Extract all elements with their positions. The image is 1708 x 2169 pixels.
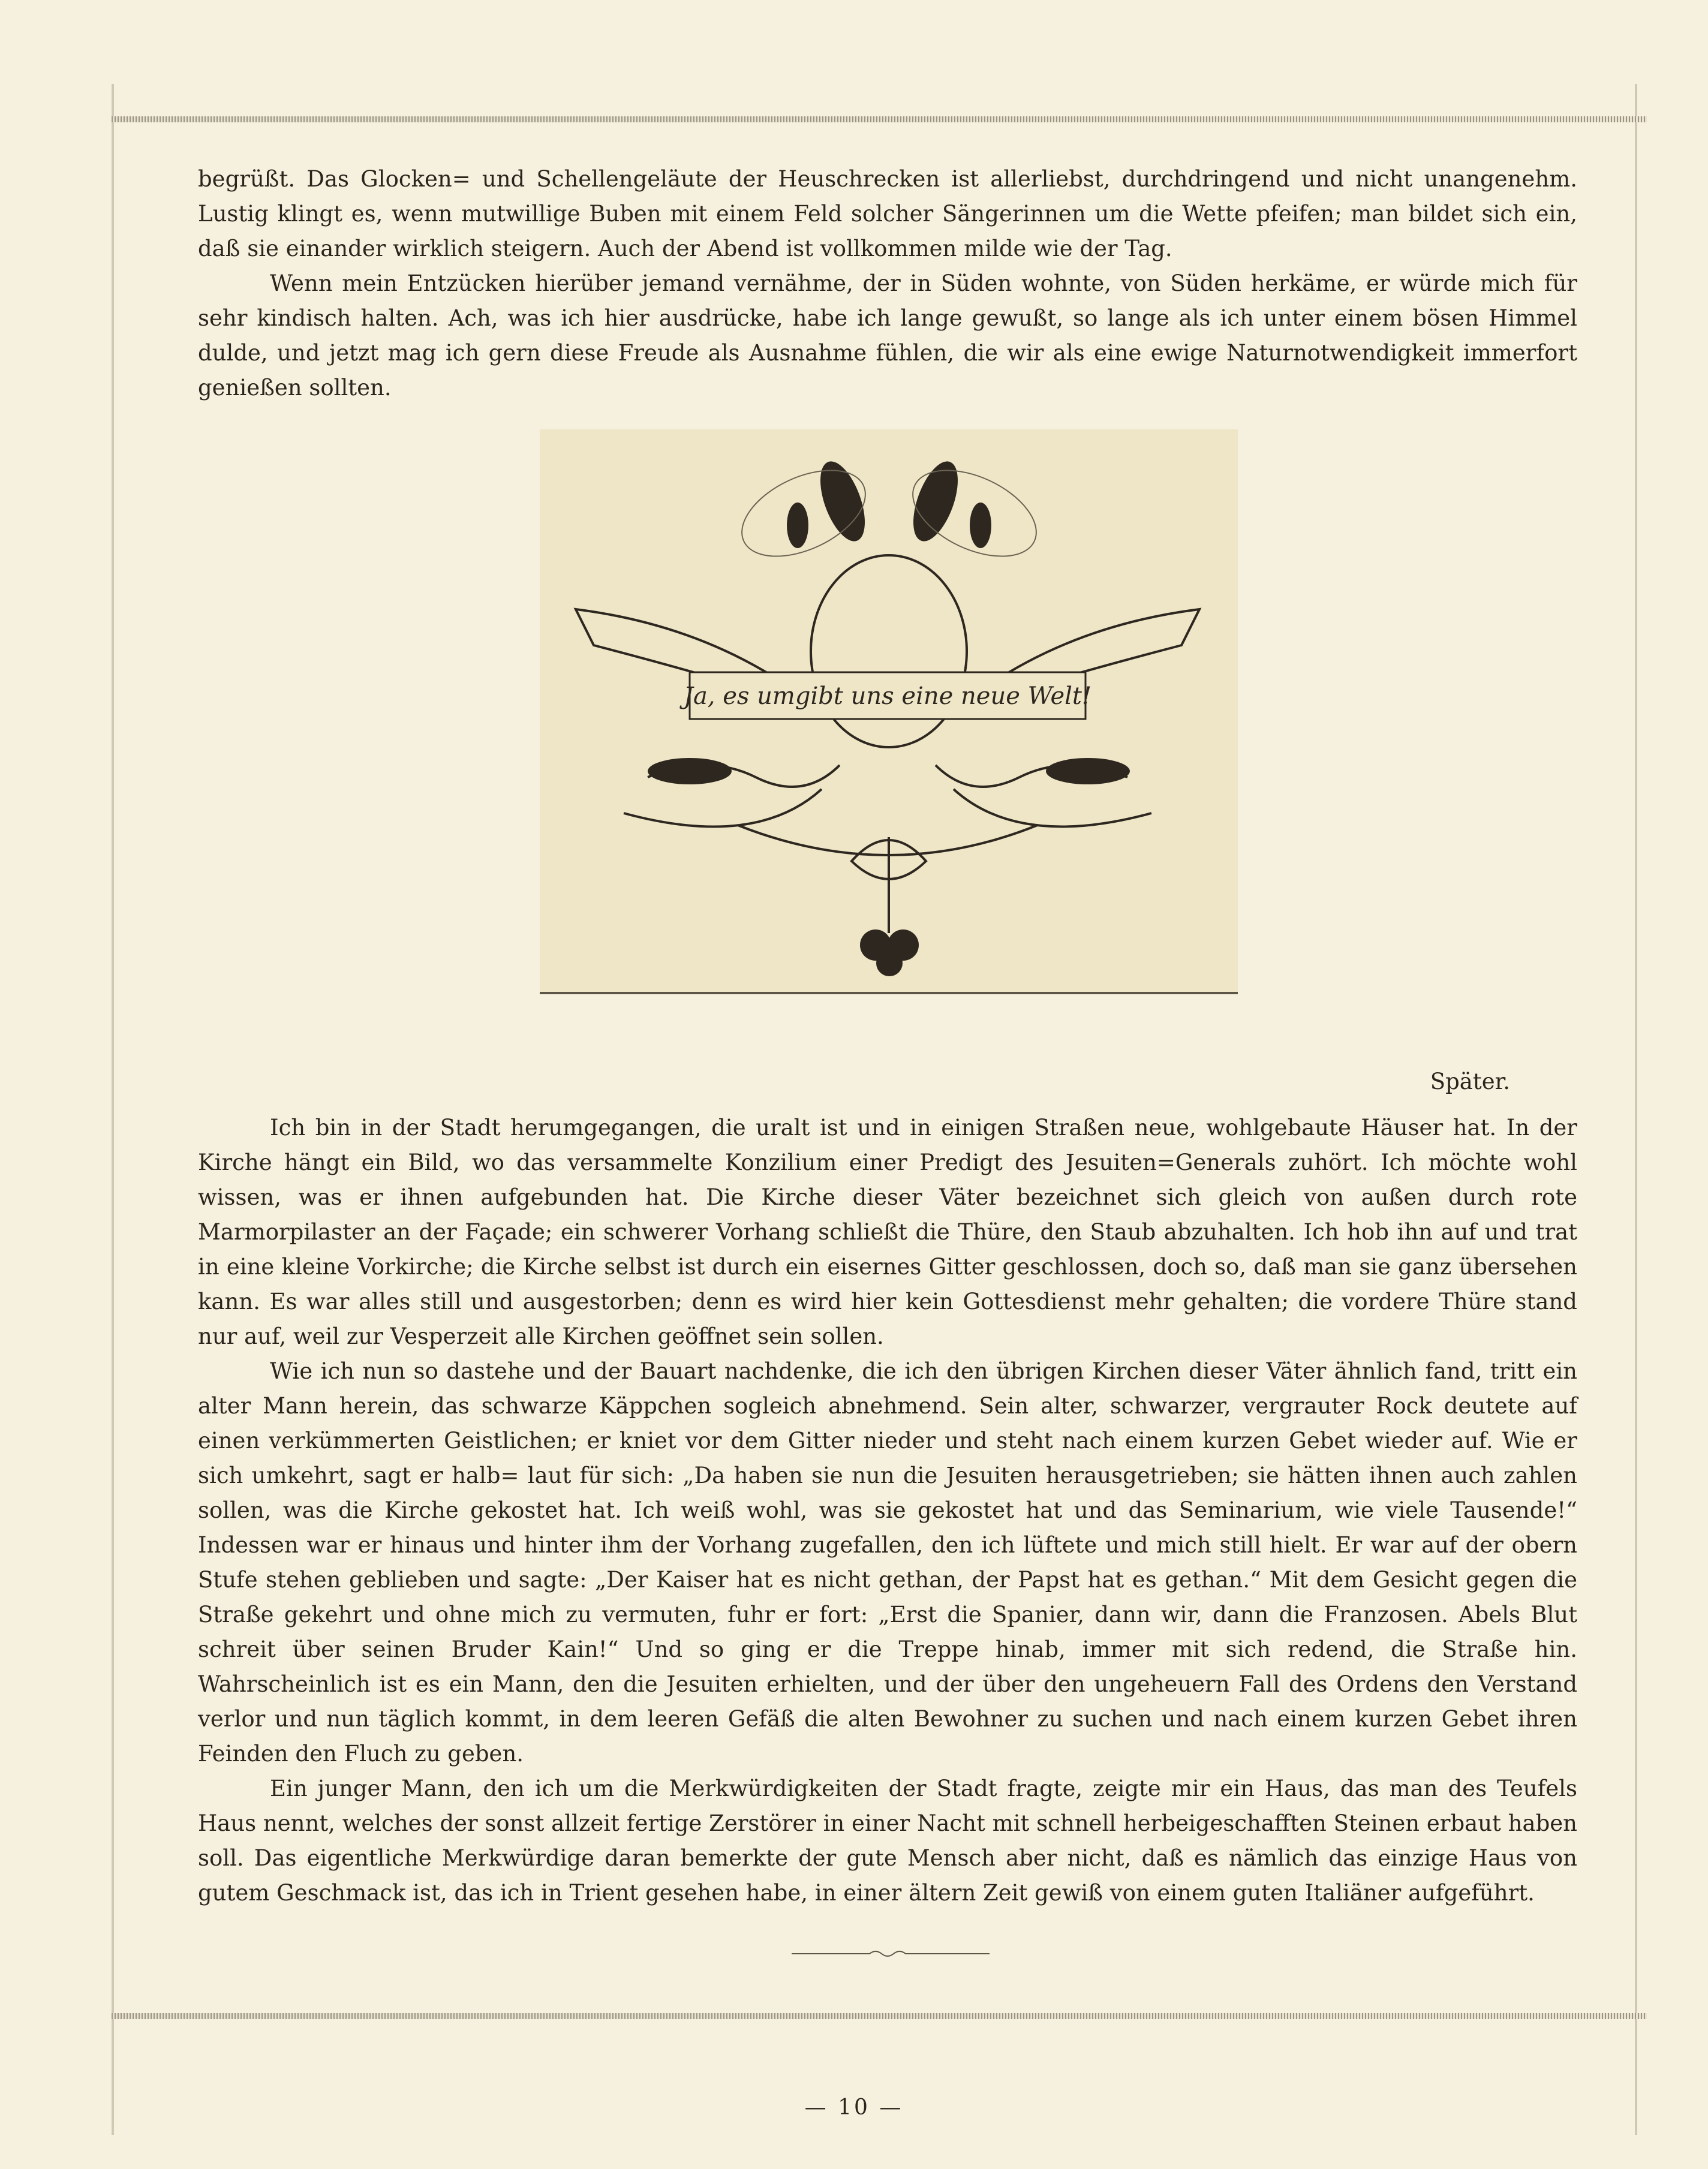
- paragraph: Wie ich nun so dastehe und der Bauart nachdenke, die ich den übrigen Kirchen dieser Väter ähnlich fand, tritt ein alter Mann herein, das schwarze Käppchen sogleich abnehmend. Sein alter, schwarzer, vergrauter Rock deutete auf einen verkümmerten Geistlichen; er kniet vor dem Gitter nieder und steht nach einem kurzen Gebet wieder auf. Wie er sich umkehrt, sagt er halb= laut für sich: „Da haben sie nun die Jesuiten herausgetrieben; sie hätten ihnen auch zahlen sollen, was die Kirche gekostet hat. Ich weiß wohl, was sie gekostet hat und das Seminarium, wie viele Tausende!“ Indessen war er hinaus und hinter ihm der Vorhang zugefallen, den ich lüftete und mich still hielt. Er war auf der obern Stufe stehen geblieben und sagte: „Der Kaiser hat es nicht gethan, der Papst hat es gethan.“ Mit dem Gesicht gegen die Straße gekehrt und ohne mich zu vermuten, fuhr er fort: „Erst die Spanier, dann wir, dann die Franzosen. Abels Blut schreit über seinen Bruder Kain!“ Und so ging er die Treppe hinab, immer mit sich redend, die Straße hin. Wahrscheinlich ist es ein Mann, den die Jesuiten erhielten, und der über den ungeheuern Fall des Ordens den Verstand verlor und nun täglich kommt, in dem leeren Gefäß die alten Bewohner zu suchen und nach einem kurzen Gebet ihren Feinden den Fluch zu geben.: [198, 1358, 1577, 1767]
- text-block-top: [198, 162, 1577, 405]
- paragraph: Wenn mein Entzücken hierüber jemand vernähme, der in Süden wohnte, von Süden herkäme, er würde mich für sehr kindisch halten. Ach, was ich hier ausdrücke, habe ich lange gewußt, so lange als ich unter einem bösen Himmel dulde, und jetzt mag ich gern diese Freude als Ausnahme fühlen, die wir als eine ewige Naturnotwendigkeit immerfort genießen sollten.: [198, 270, 1577, 401]
- right-border-rule: [1635, 84, 1637, 2135]
- ornamental-vignette-icon: [540, 429, 1238, 989]
- paragraph: begrüßt. Das Glocken= und Schellengeläute der Heuschrecken ist allerliebst, durchdringend und nicht unangenehm. Lustig klingt es, wenn mutwillige Buben mit einem Feld solcher Sängerinnen um die Wette pfeifen; man bildet sich ein, daß sie einander wirklich steigern. Auch der Abend ist vollkommen milde wie der Tag.: [198, 166, 1577, 261]
- paragraph: Ein junger Mann, den ich um die Merkwürdigkeiten der Stadt fragte, zeigte mir ein Haus, das man des Teufels Haus nennt, welches der sonst allzeit fertige Zerstörer in einer Nacht mit schnell herbeigeschafften Steinen erbaut haben soll. Das eigentliche Merkwürdige daran bemerkte der gute Mensch aber nicht, daß es nämlich das einzige Haus von gutem Geschmack ist, das ich in Trient gesehen habe, in einer ältern Zeit gewiß von einem guten Italiäner aufgeführt.: [198, 1776, 1577, 1906]
- lizard-left: [648, 758, 732, 784]
- bottom-border-rule: [112, 2013, 1647, 2019]
- paragraph: Ich bin in der Stadt herumgegangen, die uralt ist und in einigen Straßen neue, wohlgebaute Häuser hat. In der Kirche hängt ein Bild, wo das versammelte Konzilium einer Predigt des Jesuiten=Generals zuhört. Ich möchte wohl wissen, was er ihnen aufgebunden hat. Die Kirche dieser Väter bezeichnet sich gleich von außen durch rote Marmorpilaster an der Façade; ein schwerer Vorhang schließt die Thüre, den Staub abzuhalten. Ich hob ihn auf und trat in eine kleine Vorkirche; die Kirche selbst ist durch ein eisernes Gitter geschlossen, doch so, daß man sie ganz übersehen kann. Es war alles still und ausgestorben; denn es wird hier kein Gottesdienst mehr gehalten; die vordere Thüre stand nur auf, weil zur Vesperzeit alle Kirchen geöffnet sein sollen.: [198, 1115, 1577, 1349]
- end-flourish-icon: [792, 1947, 990, 1961]
- top-border-rule: [112, 116, 1647, 122]
- illustration-motto: Ja, es umgibt uns eine neue Welt!: [683, 682, 1092, 710]
- section-heading: Später.: [1430, 1069, 1510, 1094]
- lizard-right: [1046, 758, 1130, 784]
- page-number: — 10 —: [804, 2095, 904, 2120]
- bee-small-left: [787, 503, 808, 548]
- text-block-bottom: [198, 1111, 1577, 1911]
- bee-small-right: [970, 503, 991, 548]
- left-border-rule: [112, 84, 114, 2135]
- illustration-plate: [540, 429, 1238, 994]
